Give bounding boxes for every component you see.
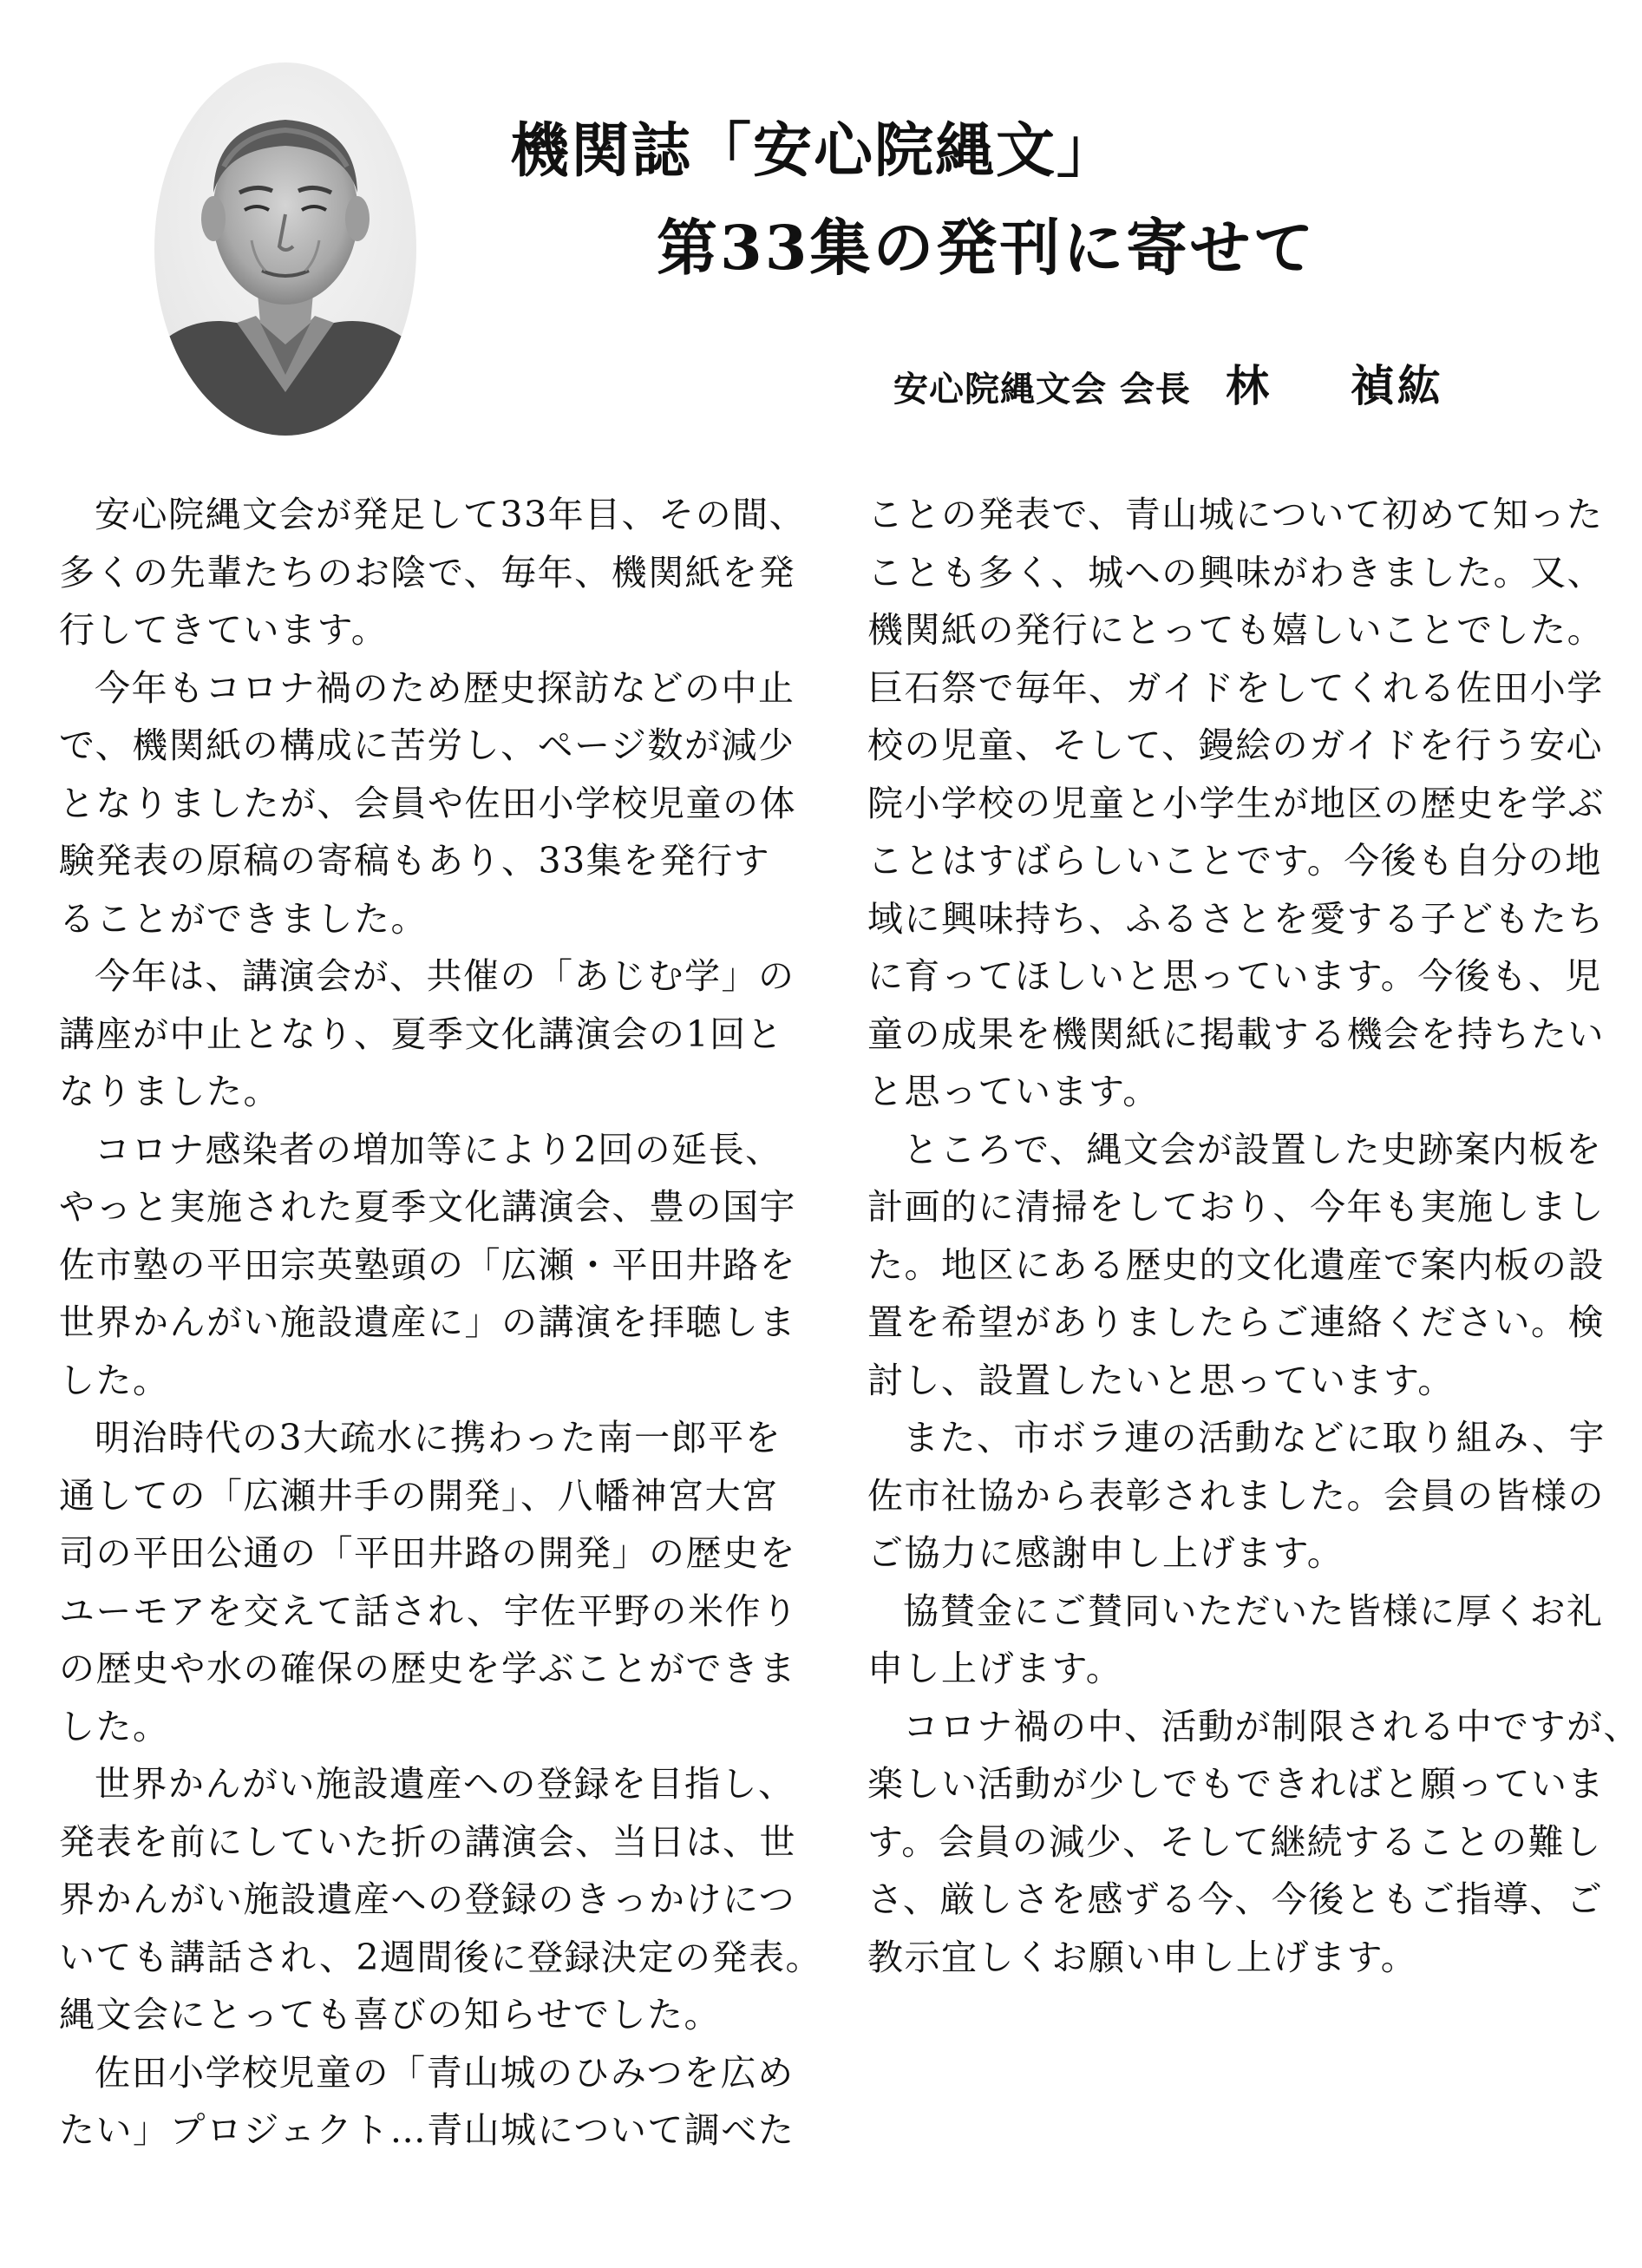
body-text-line: に育ってほしいと思っています。今後も、児	[867, 955, 1602, 997]
right-column	[867, 486, 1640, 1986]
body-text-line: 機関紙の発行にとっても嬉しいことでした。	[867, 609, 1605, 651]
body-text-line: 通しての「広瀬井手の開発」、八幡神宮大宮	[59, 1474, 779, 1517]
body-text-line: 佐市塾の平田宗英塾頭の「広瀬・平田井路を	[59, 1243, 796, 1286]
body-text-line: 巨石祭で毎年、ガイドをしてくれる佐田小学	[867, 666, 1604, 709]
body-text-line: やっと実施された夏季文化講演会、豊の国宇	[59, 1186, 796, 1228]
body-text-line: 多くの先輩たちのお陰で、毎年、機関紙を発	[59, 551, 796, 593]
body-text-line: なりました。	[59, 1071, 280, 1112]
author-name	[1226, 360, 1444, 411]
body-text-line: いても講話され、2週間後に登録決定の発表。	[59, 1936, 823, 1978]
body-text-line: 佐田小学校児童の「青山城のひみつを広め	[95, 2051, 795, 2094]
body-text-line: コロナ禍の中、活動が制限される中ですが、	[903, 1705, 1640, 1747]
body-text-line: 司の平田公通の「平田井路の開発」の歴史を	[59, 1532, 796, 1574]
body-text-line: 校の児童、そして、鏝絵のガイドを行う安心	[867, 724, 1603, 766]
body-text-line: 院小学校の児童と小学生が地区の歴史を学ぶ	[867, 782, 1605, 824]
body-text-line: となりましたが、会員や佐田小学校児童の体	[59, 782, 796, 824]
body-text-line: 明治時代の3大疏水に携わった南一郎平を	[95, 1417, 782, 1458]
body-text-line: 協賛金にご賛同いただいた皆様に厚くお礼	[903, 1590, 1604, 1632]
body-text-line: 安心院縄文会が発足して33年目、その間、	[95, 494, 807, 535]
body-text-line: さ、厳しさを感ずる今、今後ともご指導、ご	[867, 1878, 1604, 1920]
body-text-line: ところで、縄文会が設置した史跡案内板を	[903, 1128, 1603, 1170]
body-text-line: 討し、設置したいと思っています。	[867, 1359, 1455, 1401]
body-text-line: ることができました。	[59, 897, 428, 940]
body-text-line: ことの発表で、青山城について初めて知った	[867, 494, 1604, 535]
body-text-line: 世界かんがい施設遺産への登録を目指し、	[95, 1763, 795, 1805]
portrait-image	[154, 62, 416, 436]
body-text-line: 教示宜しくお願い申し上げます。	[867, 1936, 1418, 1978]
title-line-1: 機関誌「安心院縄文」	[510, 116, 1118, 186]
author-given-name: 禎紘	[1350, 360, 1444, 411]
author-portrait	[154, 62, 416, 436]
author-organization: 安心院縄文会 会長	[893, 369, 1191, 410]
body-text-line: 行してきています。	[59, 609, 389, 651]
body-text-line: ユーモアを交えて話され、宇佐平野の米作り	[59, 1590, 799, 1632]
body-text-line: 験発表の原稿の寄稿もあり、33集を発行す	[59, 840, 771, 882]
left-column	[59, 486, 823, 2160]
author-byline	[893, 351, 1444, 414]
body-text-line: 佐市社協から表彰されました。会員の皆様の	[867, 1474, 1605, 1517]
body-text-line: 講座が中止となり、夏季文化講演会の1回と	[59, 1013, 784, 1055]
body-text-line: す。会員の減少、そして継続することの難し	[867, 1820, 1602, 1863]
body-text-line: ことも多く、城への興味がわきました。又、	[867, 551, 1605, 593]
body-text-line: 置を希望がありましたらご連絡ください。検	[867, 1301, 1605, 1343]
body-text-line: 計画的に清掃をしており、今年も実施しまし	[867, 1186, 1605, 1228]
body-text-line: と思っています。	[867, 1071, 1160, 1112]
body-text-line: 発表を前にしていた折の講演会、当日は、世	[59, 1820, 796, 1863]
body-text-line: 今年は、講演会が、共催の「あじむ学」の	[95, 955, 795, 997]
body-text-line: 童の成果を機関紙に掲載する機会を持ちたい	[867, 1013, 1605, 1055]
body-text-line: 楽しい活動が少しでもできればと願っていま	[867, 1763, 1605, 1805]
body-text-line: 世界かんがい施設遺産に」の講演を拝聴しま	[59, 1301, 796, 1343]
body-text-line: した。	[59, 1705, 170, 1747]
body-text-line: 今年もコロナ禍のため歴史探訪などの中止	[95, 666, 795, 709]
body-text-line: の歴史や水の確保の歴史を学ぶことができま	[59, 1648, 796, 1689]
body-text-line: ご協力に感謝申し上げます。	[867, 1532, 1344, 1574]
author-surname: 林	[1225, 360, 1272, 411]
body-text-line: 縄文会にとっても喜びの知らせでした。	[59, 1994, 721, 2035]
body-text-line: した。	[59, 1359, 170, 1401]
body-text-line: コロナ感染者の増加等により2回の延長、	[95, 1128, 782, 1170]
body-text-line: で、機関紙の構成に苦労し、ページ数が減少	[59, 724, 795, 766]
body-text-line: た。地区にある歴史的文化遺産で案内板の設	[867, 1243, 1605, 1286]
title-line-2: 第33集の発刊に寄せて	[657, 212, 1317, 284]
body-text-line: 域に興味持ち、ふるさとを愛する子どもたち	[867, 897, 1605, 940]
body-text-line: たい」プロジェクト…青山城について調べた	[59, 2109, 795, 2151]
body-text-line: 申し上げます。	[867, 1648, 1123, 1689]
body-text-line: ことはすばらしいことです。今後も自分の地	[867, 840, 1602, 882]
body-text-line: 界かんがい施設遺産への登録のきっかけにつ	[59, 1878, 796, 1920]
body-text-line: また、市ボラ連の活動などに取り組み、宇	[903, 1417, 1606, 1458]
